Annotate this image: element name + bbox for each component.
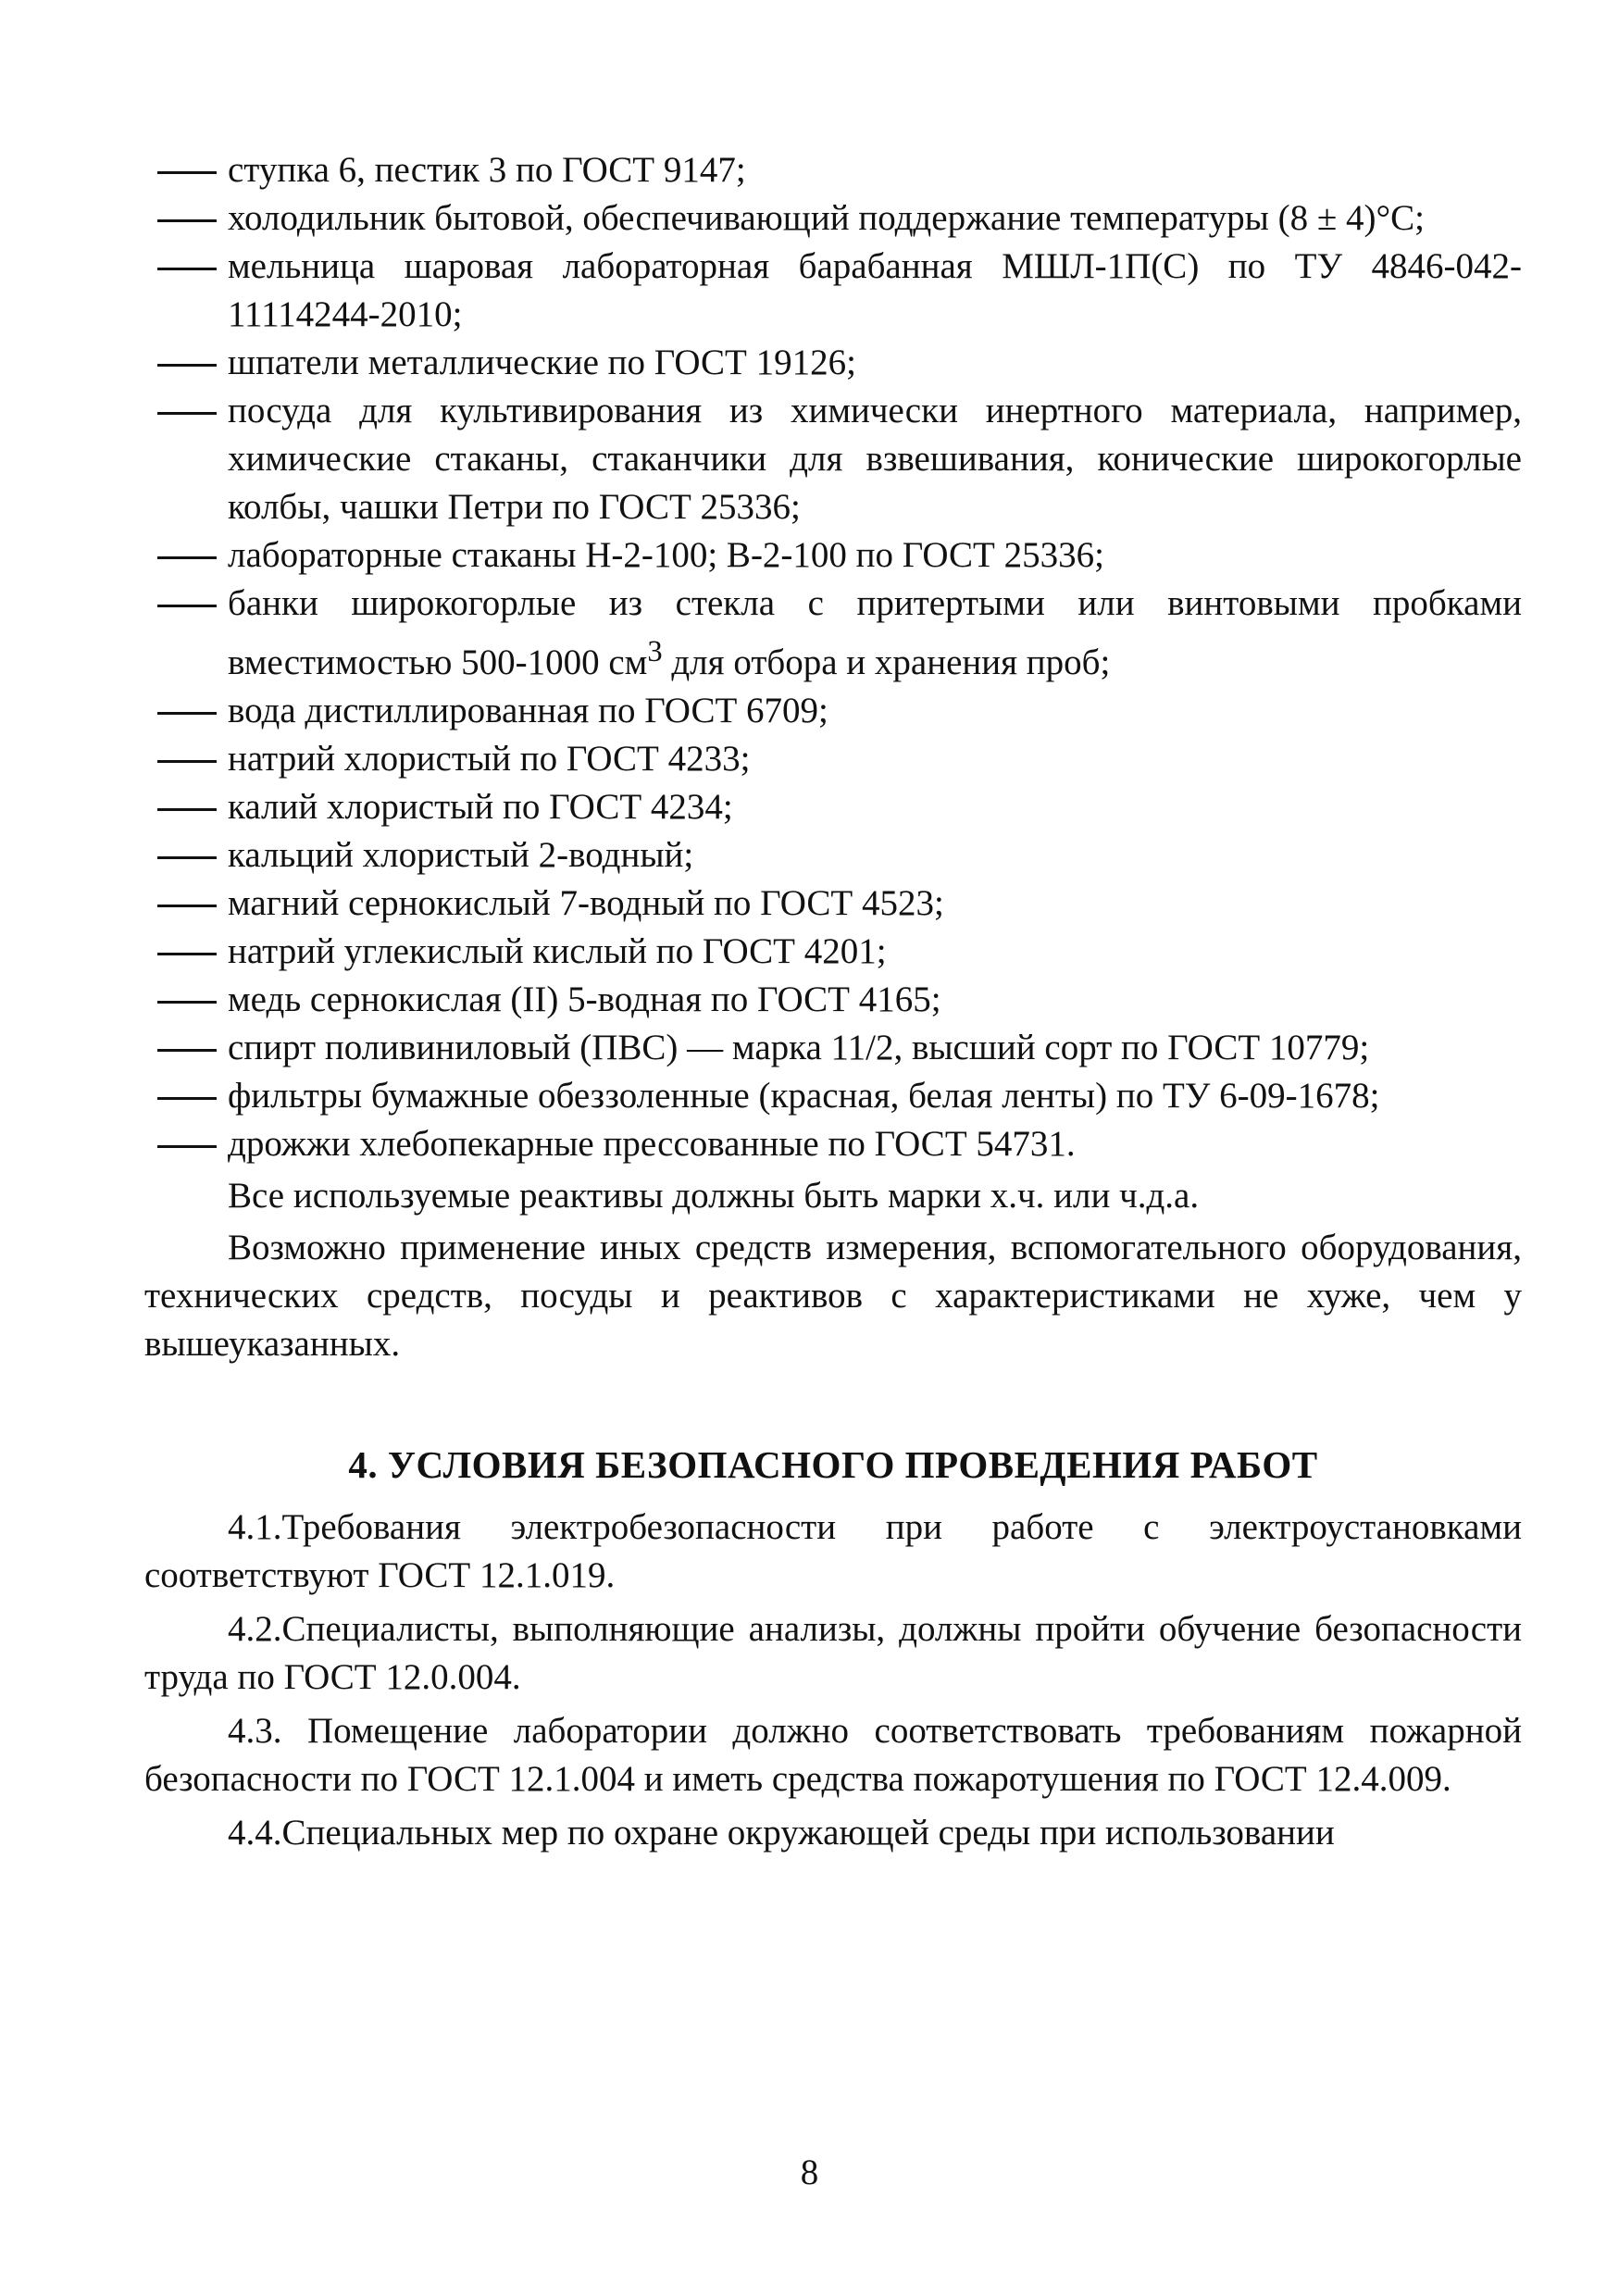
list-item-text: банки широкогорлые из стекла с притертыми или винтовыми пробками вместимостью 500-1000 см [228, 583, 1522, 682]
list-item [144, 1024, 1522, 1072]
list-item [144, 339, 1522, 387]
list-item [144, 831, 1522, 880]
alternatives-note: Возможно применение иных средств измерения, вспомогательного оборудования, технических средств, посуды и реактивов с характеристиками не хуже, чем у вышеуказанных. [144, 1228, 1522, 1364]
section-paragraph: 4.4.Специальных мер по охране окружающей среды при использовании [228, 1813, 1335, 1853]
list-item [144, 687, 1522, 735]
list-item-text: шпатели металлические по ГОСТ 19126; [228, 343, 856, 382]
list-item-text: лабораторные стаканы Н-2-100; В-2-100 по ГОСТ 25336; [228, 535, 1104, 575]
list-item-text: фильтры бумажные обеззоленные (красная, белая ленты) по ТУ 6-09-1678; [228, 1076, 1380, 1116]
list-item-text: холодильник бытовой, обеспечивающий поддержание температуры (8 ± 4)°С; [228, 198, 1425, 238]
list-item [144, 928, 1522, 976]
list-item-text: калий хлористый по ГОСТ 4234; [228, 787, 733, 827]
list-item [144, 243, 1522, 339]
list-item-text: кальций хлористый 2-водный; [228, 835, 694, 875]
page-number: 8 [800, 2152, 819, 2192]
list-item [144, 783, 1522, 831]
list-item-text: дрожжи хлебопекарные прессованные по ГОСТ 54731. [228, 1124, 1076, 1164]
list-item-text: посуда для культивирования из химически инертного материала, например, химические стаканы, стаканчики для взвешивания, конические широкогорлые колбы, чашки Петри по ГОСТ 25336; [228, 391, 1522, 527]
list-item [144, 1120, 1522, 1168]
list-item [144, 194, 1522, 243]
list-item [144, 735, 1522, 783]
list-item-text: ступка 6, пестик 3 по ГОСТ 9147; [228, 150, 746, 190]
list-item [144, 387, 1522, 531]
list-item [144, 976, 1522, 1024]
page-content [144, 146, 1522, 1857]
section-paragraph: 4.2.Специалисты, выполняющие анализы, должны пройти обучение безопасности труда по ГОСТ 12.0.004. [144, 1609, 1522, 1697]
list-item-text: мельница шаровая лабораторная барабанная МШЛ-1П(С) по ТУ 4846-042-11114244-2010; [228, 246, 1522, 334]
list-item-text: натрий хлористый по ГОСТ 4233; [228, 739, 751, 779]
list-item [144, 146, 1522, 194]
list-item-text: магний сернокислый 7-водный по ГОСТ 4523; [228, 883, 944, 923]
equipment-list [144, 146, 1522, 1168]
list-item [144, 531, 1522, 580]
list-item [144, 880, 1522, 928]
list-item-text: для отбора и хранения проб; [662, 643, 1111, 682]
list-item-text: вода дистиллированная по ГОСТ 6709; [228, 691, 828, 730]
list-item [144, 1072, 1522, 1120]
section-paragraph: 4.3. Помещение лаборатории должно соответствовать требованиям пожарной безопасности по ГОСТ 12.1.004 и иметь средства пожаротушения по ГОСТ 12.4.009. [144, 1711, 1522, 1799]
superscript-exponent: 3 [647, 635, 663, 668]
list-item-text: спирт поливиниловый (ПВС) — марка 11/2, высший сорт по ГОСТ 10779; [228, 1028, 1370, 1067]
list-item-text: медь сернокислая (II) 5-водная по ГОСТ 4165; [228, 980, 941, 1019]
list-item [144, 580, 1522, 687]
section-title: 4. УСЛОВИЯ БЕЗОПАСНОГО ПРОВЕДЕНИЯ РАБОТ [348, 1443, 1318, 1486]
reagents-note: Все используемые реактивы должны быть марки х.ч. или ч.д.а. [228, 1176, 1200, 1216]
section-paragraph: 4.1.Требования электробезопасности при работе с электроустановками соответствуют ГОСТ 12.1.019. [144, 1507, 1522, 1595]
list-item-text: натрий углекислый кислый по ГОСТ 4201; [228, 931, 887, 971]
